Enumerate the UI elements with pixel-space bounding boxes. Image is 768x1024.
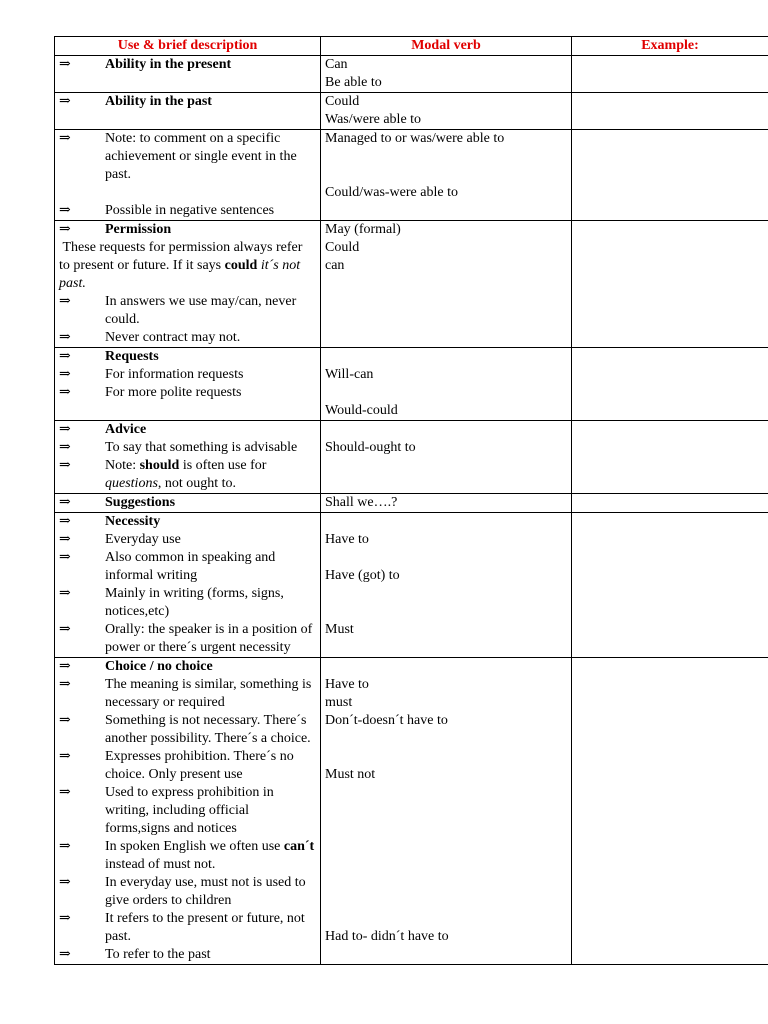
modal-verb: Managed to or was/were able to [325, 131, 505, 146]
arrow-icon: ⇒ [59, 349, 71, 364]
modal-cell [321, 348, 572, 421]
modal-verb [325, 820, 567, 838]
example-cell [572, 421, 768, 494]
use-text: Suggestions [105, 495, 176, 510]
arrow-icon: ⇒ [59, 839, 71, 854]
modal-verb: Will-can [325, 367, 374, 382]
use-text: It refers to the present or future, not past. [105, 911, 309, 944]
table-row [55, 348, 768, 421]
modal-verb [325, 748, 567, 766]
modal-verb [325, 892, 567, 910]
use-text: could [224, 258, 258, 273]
arrow-icon: ⇒ [59, 294, 71, 309]
example-cell [572, 658, 768, 965]
use-item [59, 421, 316, 439]
use-item [59, 130, 316, 184]
example-cell [572, 93, 768, 130]
use-item [59, 93, 316, 111]
use-text: Ability in the past [105, 94, 212, 109]
use-text: , not ought to. [157, 476, 237, 491]
table-row [55, 494, 768, 513]
use-item [59, 384, 316, 402]
modal-verb: Could [325, 94, 360, 109]
modal-verb: Was/were able to [325, 112, 422, 127]
arrow-icon: ⇒ [59, 440, 71, 455]
use-text: In answers we use may/can, never could. [105, 294, 300, 327]
use-text: To refer to the past [105, 947, 211, 962]
arrow-icon: ⇒ [59, 422, 71, 437]
modal-verb [325, 838, 567, 856]
use-note [59, 239, 316, 293]
modal-verb [325, 802, 567, 820]
modal-verb: Can [325, 57, 348, 72]
arrow-icon: ⇒ [59, 550, 71, 565]
modal-verb [325, 910, 567, 928]
use-text: questions [105, 476, 158, 491]
modal-verb [325, 148, 567, 166]
arrow-icon: ⇒ [59, 458, 71, 473]
use-item [59, 293, 316, 329]
use-text: Ability in the present [105, 57, 232, 72]
example-cell [572, 130, 768, 221]
use-item [59, 329, 316, 347]
modal-verb [325, 421, 567, 439]
modal-cell [321, 93, 572, 130]
arrow-icon: ⇒ [59, 330, 71, 345]
use-item [59, 784, 316, 838]
arrow-icon: ⇒ [59, 94, 71, 109]
modal-verb [325, 784, 567, 802]
arrow-icon: ⇒ [59, 713, 71, 728]
use-text: Also common in speaking and informal writing [105, 550, 279, 583]
use-item [59, 439, 316, 457]
header-modal: Modal verb [321, 37, 572, 56]
arrow-icon: ⇒ [59, 677, 71, 692]
modal-verb: Be able to [325, 75, 382, 90]
use-item [59, 494, 316, 512]
modal-cell [321, 421, 572, 494]
use-item [59, 874, 316, 910]
use-item [59, 56, 316, 74]
use-item [59, 531, 316, 549]
use-text: Everyday use [105, 532, 181, 547]
table-row [55, 93, 768, 130]
header-row [55, 37, 768, 56]
modal-verb: Must [325, 622, 354, 637]
use-text: In everyday use, must not is used to give orders to children [105, 875, 310, 908]
table-row [55, 56, 768, 93]
blank-line [59, 184, 316, 202]
use-cell [55, 56, 321, 93]
use-item [59, 658, 316, 676]
use-text: is often use for [179, 458, 270, 473]
modal-verb: Should-ought to [325, 440, 416, 455]
use-text: Requests [105, 349, 159, 364]
arrow-icon: ⇒ [59, 131, 71, 146]
modal-verb [325, 549, 567, 567]
use-item [59, 513, 316, 531]
arrow-icon: ⇒ [59, 532, 71, 547]
use-item [59, 221, 316, 239]
modal-verb: Had to- didn´t have to [325, 929, 449, 944]
use-text: For more polite requests [105, 385, 242, 400]
modal-verb [325, 585, 567, 603]
modal-verb: Don´t-doesn´t have to [325, 713, 448, 728]
modal-verb: Have to [325, 677, 369, 692]
use-item [59, 348, 316, 366]
use-text: instead of must not. [105, 839, 318, 872]
modal-verb: must [325, 695, 353, 710]
arrow-icon: ⇒ [59, 367, 71, 382]
arrow-icon: ⇒ [59, 785, 71, 800]
use-text: Necessity [105, 514, 161, 529]
use-cell [55, 658, 321, 965]
use-item [59, 712, 316, 748]
use-item [59, 366, 316, 384]
use-item [59, 457, 316, 493]
table-body [55, 56, 768, 965]
example-cell [572, 221, 768, 348]
modal-verb: Must not [325, 767, 376, 782]
arrow-icon: ⇒ [59, 586, 71, 601]
use-text: Permission [105, 222, 172, 237]
use-text: Note: to comment on a specific achievement or single event in the past. [105, 131, 301, 182]
use-item [59, 946, 316, 964]
use-item [59, 748, 316, 784]
use-text: In spoken English we often use [105, 839, 284, 854]
use-item [59, 676, 316, 712]
use-cell [55, 130, 321, 221]
modal-verb [325, 730, 567, 748]
use-text: it´s not past. [59, 258, 304, 291]
example-cell [572, 494, 768, 513]
arrow-icon: ⇒ [59, 203, 71, 218]
arrow-icon: ⇒ [59, 622, 71, 637]
use-text: Choice / no choice [105, 659, 213, 674]
modal-verb: Have to [325, 532, 369, 547]
table-row [55, 221, 768, 348]
table-row [55, 513, 768, 658]
use-text: Orally: the speaker is in a position of power or there´s urgent necessity [105, 622, 316, 655]
modal-verb: Have (got) to [325, 568, 400, 583]
arrow-icon: ⇒ [59, 875, 71, 890]
header-example: Example: [572, 37, 768, 56]
use-text: Note: [105, 458, 140, 473]
example-cell [572, 56, 768, 93]
modal-verb [325, 856, 567, 874]
modal-cell [321, 221, 572, 348]
arrow-icon: ⇒ [59, 495, 71, 510]
arrow-icon: ⇒ [59, 659, 71, 674]
modal-cell [321, 658, 572, 965]
table-row [55, 421, 768, 494]
modal-verb: Could [325, 240, 360, 255]
table-row [55, 658, 768, 965]
modal-verb [325, 166, 567, 184]
use-text: Expresses prohibition. There´s no choice. Only present use [105, 749, 298, 782]
use-text: Never contract may not. [105, 330, 241, 345]
modal-verb [325, 603, 567, 621]
modal-cell [321, 494, 572, 513]
example-cell [572, 513, 768, 658]
modal-cell [321, 56, 572, 93]
modal-verb: May (formal) [325, 222, 401, 237]
modal-cell [321, 513, 572, 658]
use-text: To say that something is advisable [105, 440, 298, 455]
use-text: should [139, 458, 180, 473]
use-text: These requests for permission always refer to present or future. If it says [59, 240, 306, 273]
modal-verb: Could/was-were able to [325, 185, 458, 200]
use-cell [55, 93, 321, 130]
use-text: For information requests [105, 367, 244, 382]
use-item [59, 202, 316, 220]
modal-verb [325, 348, 567, 366]
use-cell [55, 221, 321, 348]
arrow-icon: ⇒ [59, 514, 71, 529]
example-cell [572, 348, 768, 421]
modal-verb: Would-could [325, 403, 398, 418]
modal-verb: Shall we….? [325, 495, 398, 510]
modal-cell [321, 130, 572, 221]
use-item [59, 585, 316, 621]
arrow-icon: ⇒ [59, 385, 71, 400]
use-text: Possible in negative sentences [105, 203, 275, 218]
use-text: Something is not necessary. There´s another possibility. There´s a choice. [105, 713, 311, 746]
modal-verb [325, 384, 567, 402]
modal-verb: can [325, 258, 345, 273]
modal-verb [325, 874, 567, 892]
modal-verb [325, 513, 567, 531]
arrow-icon: ⇒ [59, 911, 71, 926]
use-cell [55, 348, 321, 421]
arrow-icon: ⇒ [59, 947, 71, 962]
use-cell [55, 421, 321, 494]
use-item [59, 621, 316, 657]
table-row [55, 130, 768, 221]
use-item [59, 838, 316, 874]
arrow-icon: ⇒ [59, 222, 71, 237]
use-text: Advice [105, 422, 147, 437]
use-item [59, 910, 316, 946]
arrow-icon: ⇒ [59, 749, 71, 764]
use-cell [55, 494, 321, 513]
header-use: Use & brief description [55, 37, 321, 56]
use-text: Used to express prohibition in writing, including official forms,signs and notices [105, 785, 278, 836]
use-cell [55, 513, 321, 658]
arrow-icon: ⇒ [59, 57, 71, 72]
use-text: The meaning is similar, something is necessary or required [105, 677, 315, 710]
use-text: Mainly in writing (forms, signs, notices,etc) [105, 586, 288, 619]
modal-verbs-table [54, 36, 768, 965]
use-text: can´t [283, 839, 315, 854]
modal-verb [325, 658, 567, 676]
use-item [59, 549, 316, 585]
